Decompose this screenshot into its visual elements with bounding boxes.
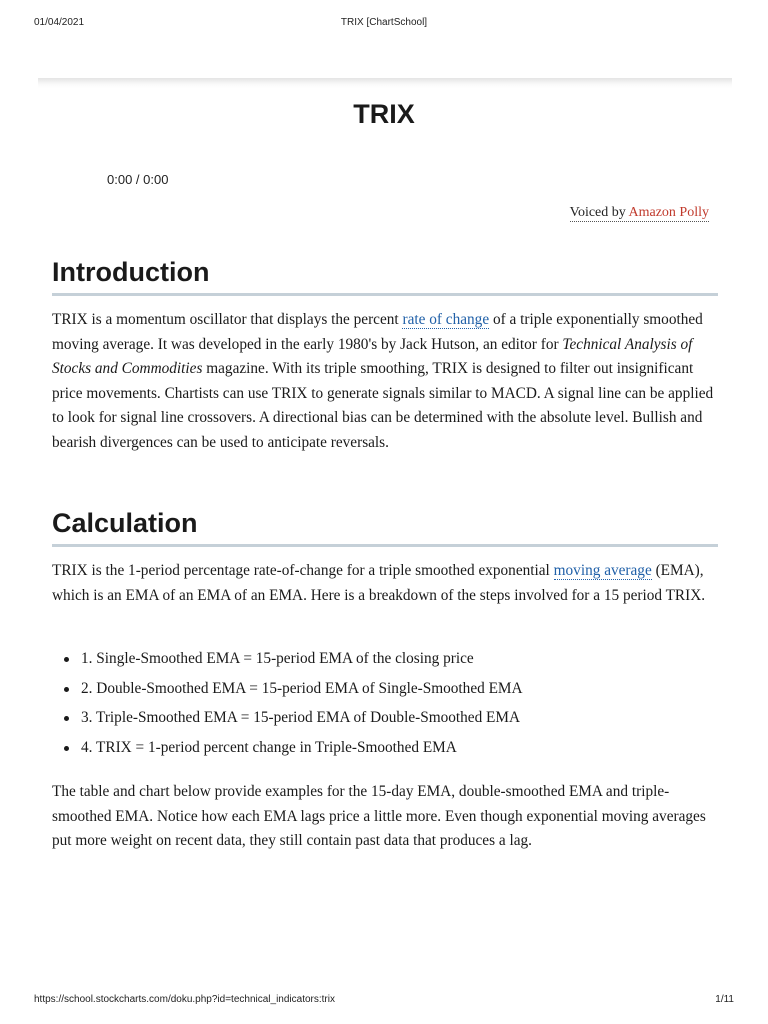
calculation-steps-list (52, 649, 718, 768)
voiced-by-label: Voiced by (569, 205, 629, 220)
calc-text-1: TRIX is the 1-period percentage rate-of-change for a triple smoothed exponential (52, 562, 554, 579)
top-divider (38, 78, 732, 88)
introduction-heading: Introduction (52, 255, 718, 296)
audio-player-time[interactable]: 0:00 / 0:00 (107, 172, 169, 187)
list-item (52, 738, 718, 768)
step-text: 1. Single-Smoothed EMA = 15-period EMA of the closing price (81, 650, 474, 667)
amazon-polly-link[interactable]: Amazon Polly (628, 205, 709, 220)
introduction-paragraph (52, 308, 722, 456)
rate-of-change-link[interactable]: rate of change (402, 311, 490, 328)
table-note-paragraph: The table and chart below provide examples for the 15-day EMA, double-smoothed EMA and triple-smoothed EMA. Notice how each EMA lags price a little more. Even though exponential moving averages put more weight on recent data, they still contain past data that produces a lag. (52, 783, 706, 850)
list-item (52, 649, 718, 679)
page-title: TRIX (353, 99, 415, 129)
list-item (52, 679, 718, 709)
intro-text-2: of a triple exponentially smoothed moving average. It was developed in the early 1980's by Jack Hutson, an editor for (52, 311, 703, 353)
list-item (52, 708, 718, 738)
print-header (0, 17, 768, 31)
bullet-icon (64, 687, 69, 692)
print-date: 01/04/2021 (34, 17, 85, 28)
publication-title: Technical Analysis of Stocks and Commodities (52, 335, 693, 378)
step-text: 2. Double-Smoothed EMA = 15-period EMA of Single-Smoothed EMA (81, 679, 523, 697)
calculation-paragraph (52, 559, 722, 608)
print-url: https://school.stockcharts.com/doku.php?id=technical_indicators:trix (34, 994, 335, 1005)
calc-text-2: (EMA), which is an EMA of an EMA of an EMA. Here is a breakdown of the steps involved for a 15 period TRIX. (52, 562, 706, 604)
step-text: 4. TRIX = 1-period percent change in Triple-Smoothed EMA (81, 739, 457, 757)
step-text: 3. Triple-Smoothed EMA = 15-period EMA of Double-Smoothed EMA (81, 709, 521, 727)
bullet-icon (64, 716, 69, 721)
voiced-by (570, 204, 709, 222)
moving-average-link[interactable]: moving average (553, 562, 652, 579)
intro-text-1: TRIX is a momentum oscillator that displays the percent (52, 311, 403, 328)
bullet-icon (64, 746, 69, 751)
bullet-icon (64, 657, 69, 662)
intro-text-3: magazine. With its triple smoothing, TRIX is designed to filter out insignificant price movements. Chartists can use TRIX to generate signals similar to MACD. A signal line can be applied to look for signal line crossovers. A directional bias can be determined with the absolute level. Bullish and bearish divergences can be used to anticipate reversals. (52, 360, 714, 451)
print-page-number: 1/11 (715, 994, 734, 1005)
print-page-title: TRIX [ChartSchool] (340, 17, 428, 28)
calculation-heading: Calculation (52, 506, 718, 547)
print-footer (0, 994, 768, 1008)
